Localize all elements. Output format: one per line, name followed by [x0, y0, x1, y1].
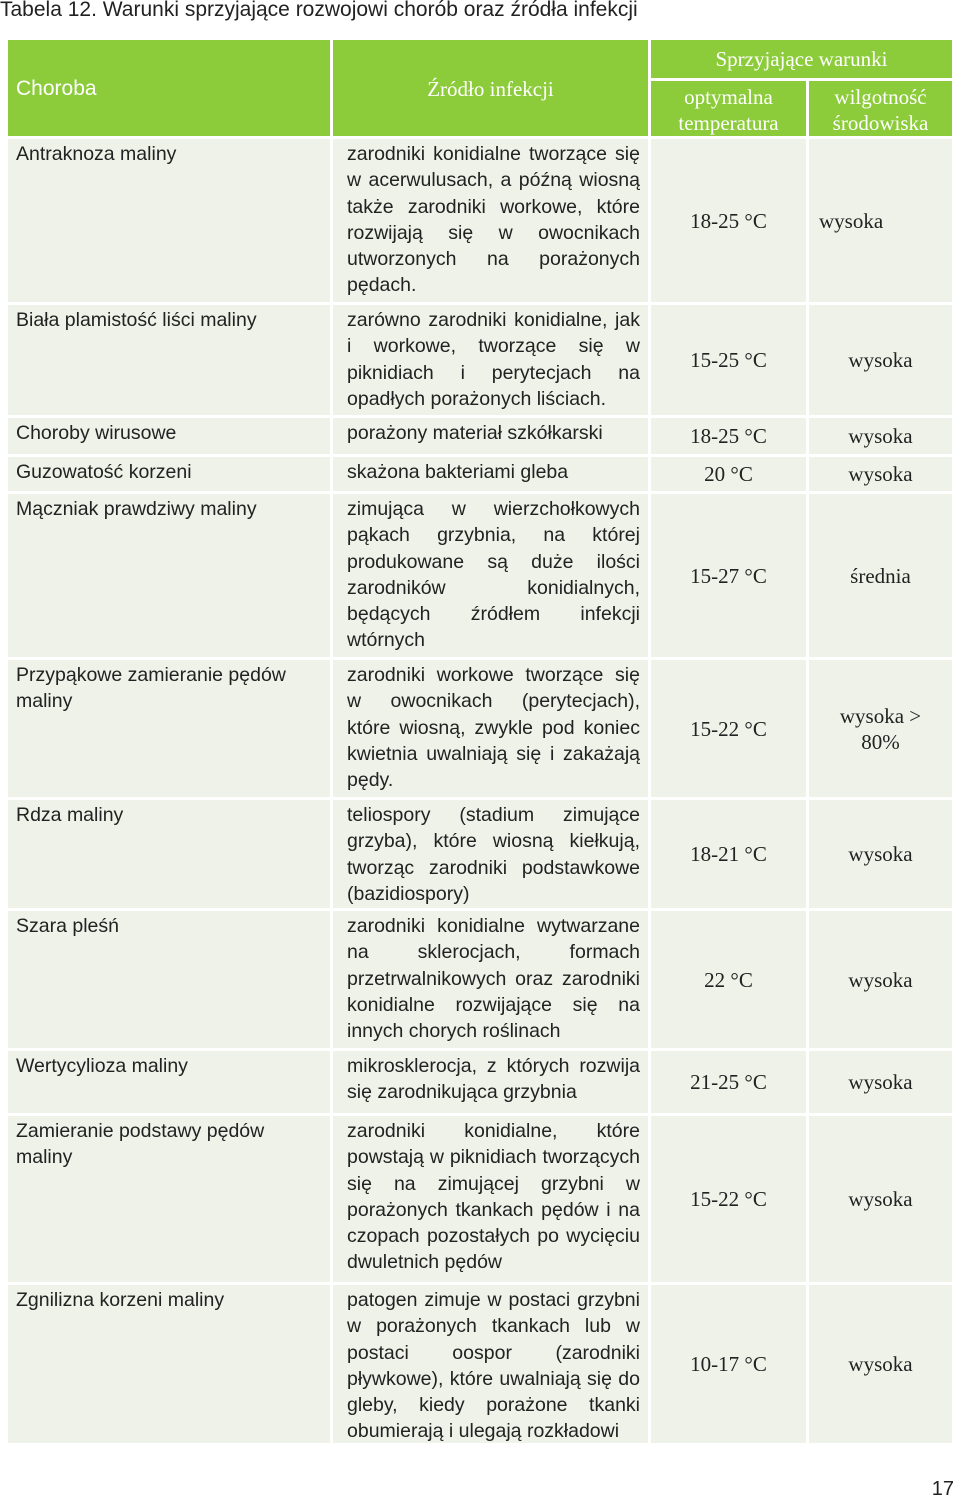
row-4-source: skażona bakteriami gleba — [333, 457, 648, 491]
row-7-source: teliospory (stadium zimujące grzyba), które wiosną kiełkują, tworząc zarodniki podstawkowe (bazidiospory) — [333, 800, 648, 908]
row-2-temperature: 15-25 °C — [651, 305, 806, 415]
row-9-temperature: 21-25 °C — [651, 1051, 806, 1113]
row-3-source: porażony materiał szkółkarski — [333, 418, 648, 454]
header-source — [333, 40, 648, 136]
header-humidity-label: wilgotność środowiska — [832, 85, 929, 135]
row-3-humidity: wysoka — [809, 418, 952, 454]
row-2-humidity: wysoka — [809, 305, 952, 415]
row-11-humidity: wysoka — [809, 1285, 952, 1443]
row-7-disease: Rdza maliny — [8, 800, 330, 908]
header-temperature-label: optymalna temperatura — [678, 85, 779, 135]
row-8-temperature: 22 °C — [651, 911, 806, 1048]
row-1-disease: Antraknoza maliny — [8, 139, 330, 302]
row-1-humidity: wysoka — [809, 139, 952, 302]
header-disease-label: Choroba — [16, 77, 97, 100]
row-2-disease: Biała plamistość liści maliny — [8, 305, 330, 415]
page-number: 17 — [931, 1478, 954, 1500]
header-source-label: Źródło infekcji — [427, 77, 554, 101]
row-11-temperature: 10-17 °C — [651, 1285, 806, 1443]
row-9-humidity: wysoka — [809, 1051, 952, 1113]
row-8-humidity: wysoka — [809, 911, 952, 1048]
row-4-temperature: 20 °C — [651, 457, 806, 491]
row-10-humidity: wysoka — [809, 1116, 952, 1282]
row-7-temperature: 18-21 °C — [651, 800, 806, 908]
row-10-temperature: 15-22 °C — [651, 1116, 806, 1282]
header-temperature — [651, 81, 806, 136]
row-5-humidity: średnia — [809, 494, 952, 657]
header-disease — [8, 40, 330, 136]
row-1-source: zarodniki konidialne tworzące się w acerwulusach, a późną wiosną także zarodniki workowe, które rozwijają się w owocnikach utworzonych na porażonych pędach. — [333, 139, 648, 302]
row-8-source: zarodniki konidialne wytwarzane na sklerocjach, formach przetrwalnikowych oraz zarodniki konidialne rozwijające się na innych chorych roślinach — [333, 911, 648, 1048]
row-3-temperature: 18-25 °C — [651, 418, 806, 454]
header-conditions — [651, 40, 952, 78]
header-conditions-label: Sprzyjające warunki — [715, 47, 888, 71]
row-9-disease: Wertycylioza maliny — [8, 1051, 330, 1113]
row-5-disease: Mączniak prawdziwy maliny — [8, 494, 330, 657]
row-1-temperature: 18-25 °C — [651, 139, 806, 302]
row-9-source: mikrosklerocja, z których rozwija się zarodnikująca grzybnia — [333, 1051, 648, 1113]
row-10-source: zarodniki konidialne, które powstają w piknidiach tworzących się na zimującej grzybni w porażonych tkankach pędów i na czopach pozostałych po wycięciu dwuletnich pędów — [333, 1116, 648, 1282]
header-humidity — [809, 81, 952, 136]
row-6-temperature: 15-22 °C — [651, 660, 806, 797]
row-6-humidity: wysoka > 80% — [809, 660, 952, 797]
row-10-disease: Zamieranie podstawy pędów maliny — [8, 1116, 330, 1282]
row-6-disease: Przypąkowe zamieranie pędów maliny — [8, 660, 330, 797]
row-11-source: patogen zimuje w postaci grzybni w porażonych tkankach lub w postaci oospor (zarodniki pływkowe), które uwalniają się do gleby, kiedy porażone tkanki obumierają i ulegają rozkładowi — [333, 1285, 648, 1443]
row-4-humidity: wysoka — [809, 457, 952, 491]
row-4-disease: Guzowatość korzeni — [8, 457, 330, 491]
row-11-disease: Zgnilizna korzeni maliny — [8, 1285, 330, 1443]
row-8-disease: Szara pleśń — [8, 911, 330, 1048]
row-6-source: zarodniki workowe tworzące się w owocnikach (perytecjach), które wiosną, zwykle pod koniec kwietnia uwalniają się i zakażają pędy. — [333, 660, 648, 797]
row-3-disease: Choroby wirusowe — [8, 418, 330, 454]
row-5-temperature: 15-27 °C — [651, 494, 806, 657]
row-5-source: zimująca w wierzchołkowych pąkach grzybnia, na której produkowane są duże ilości zarodników konidialnych, będących źródłem infekcji wtórnych — [333, 494, 648, 657]
row-7-humidity: wysoka — [809, 800, 952, 908]
row-2-source: zarówno zarodniki konidialne, jak i workowe, tworzące się w piknidiach i perytecjach na opadłych porażonych liściach. — [333, 305, 648, 415]
table-caption: Tabela 12. Warunki sprzyjające rozwojowi chorób oraz źródła infekcji — [0, 0, 638, 21]
